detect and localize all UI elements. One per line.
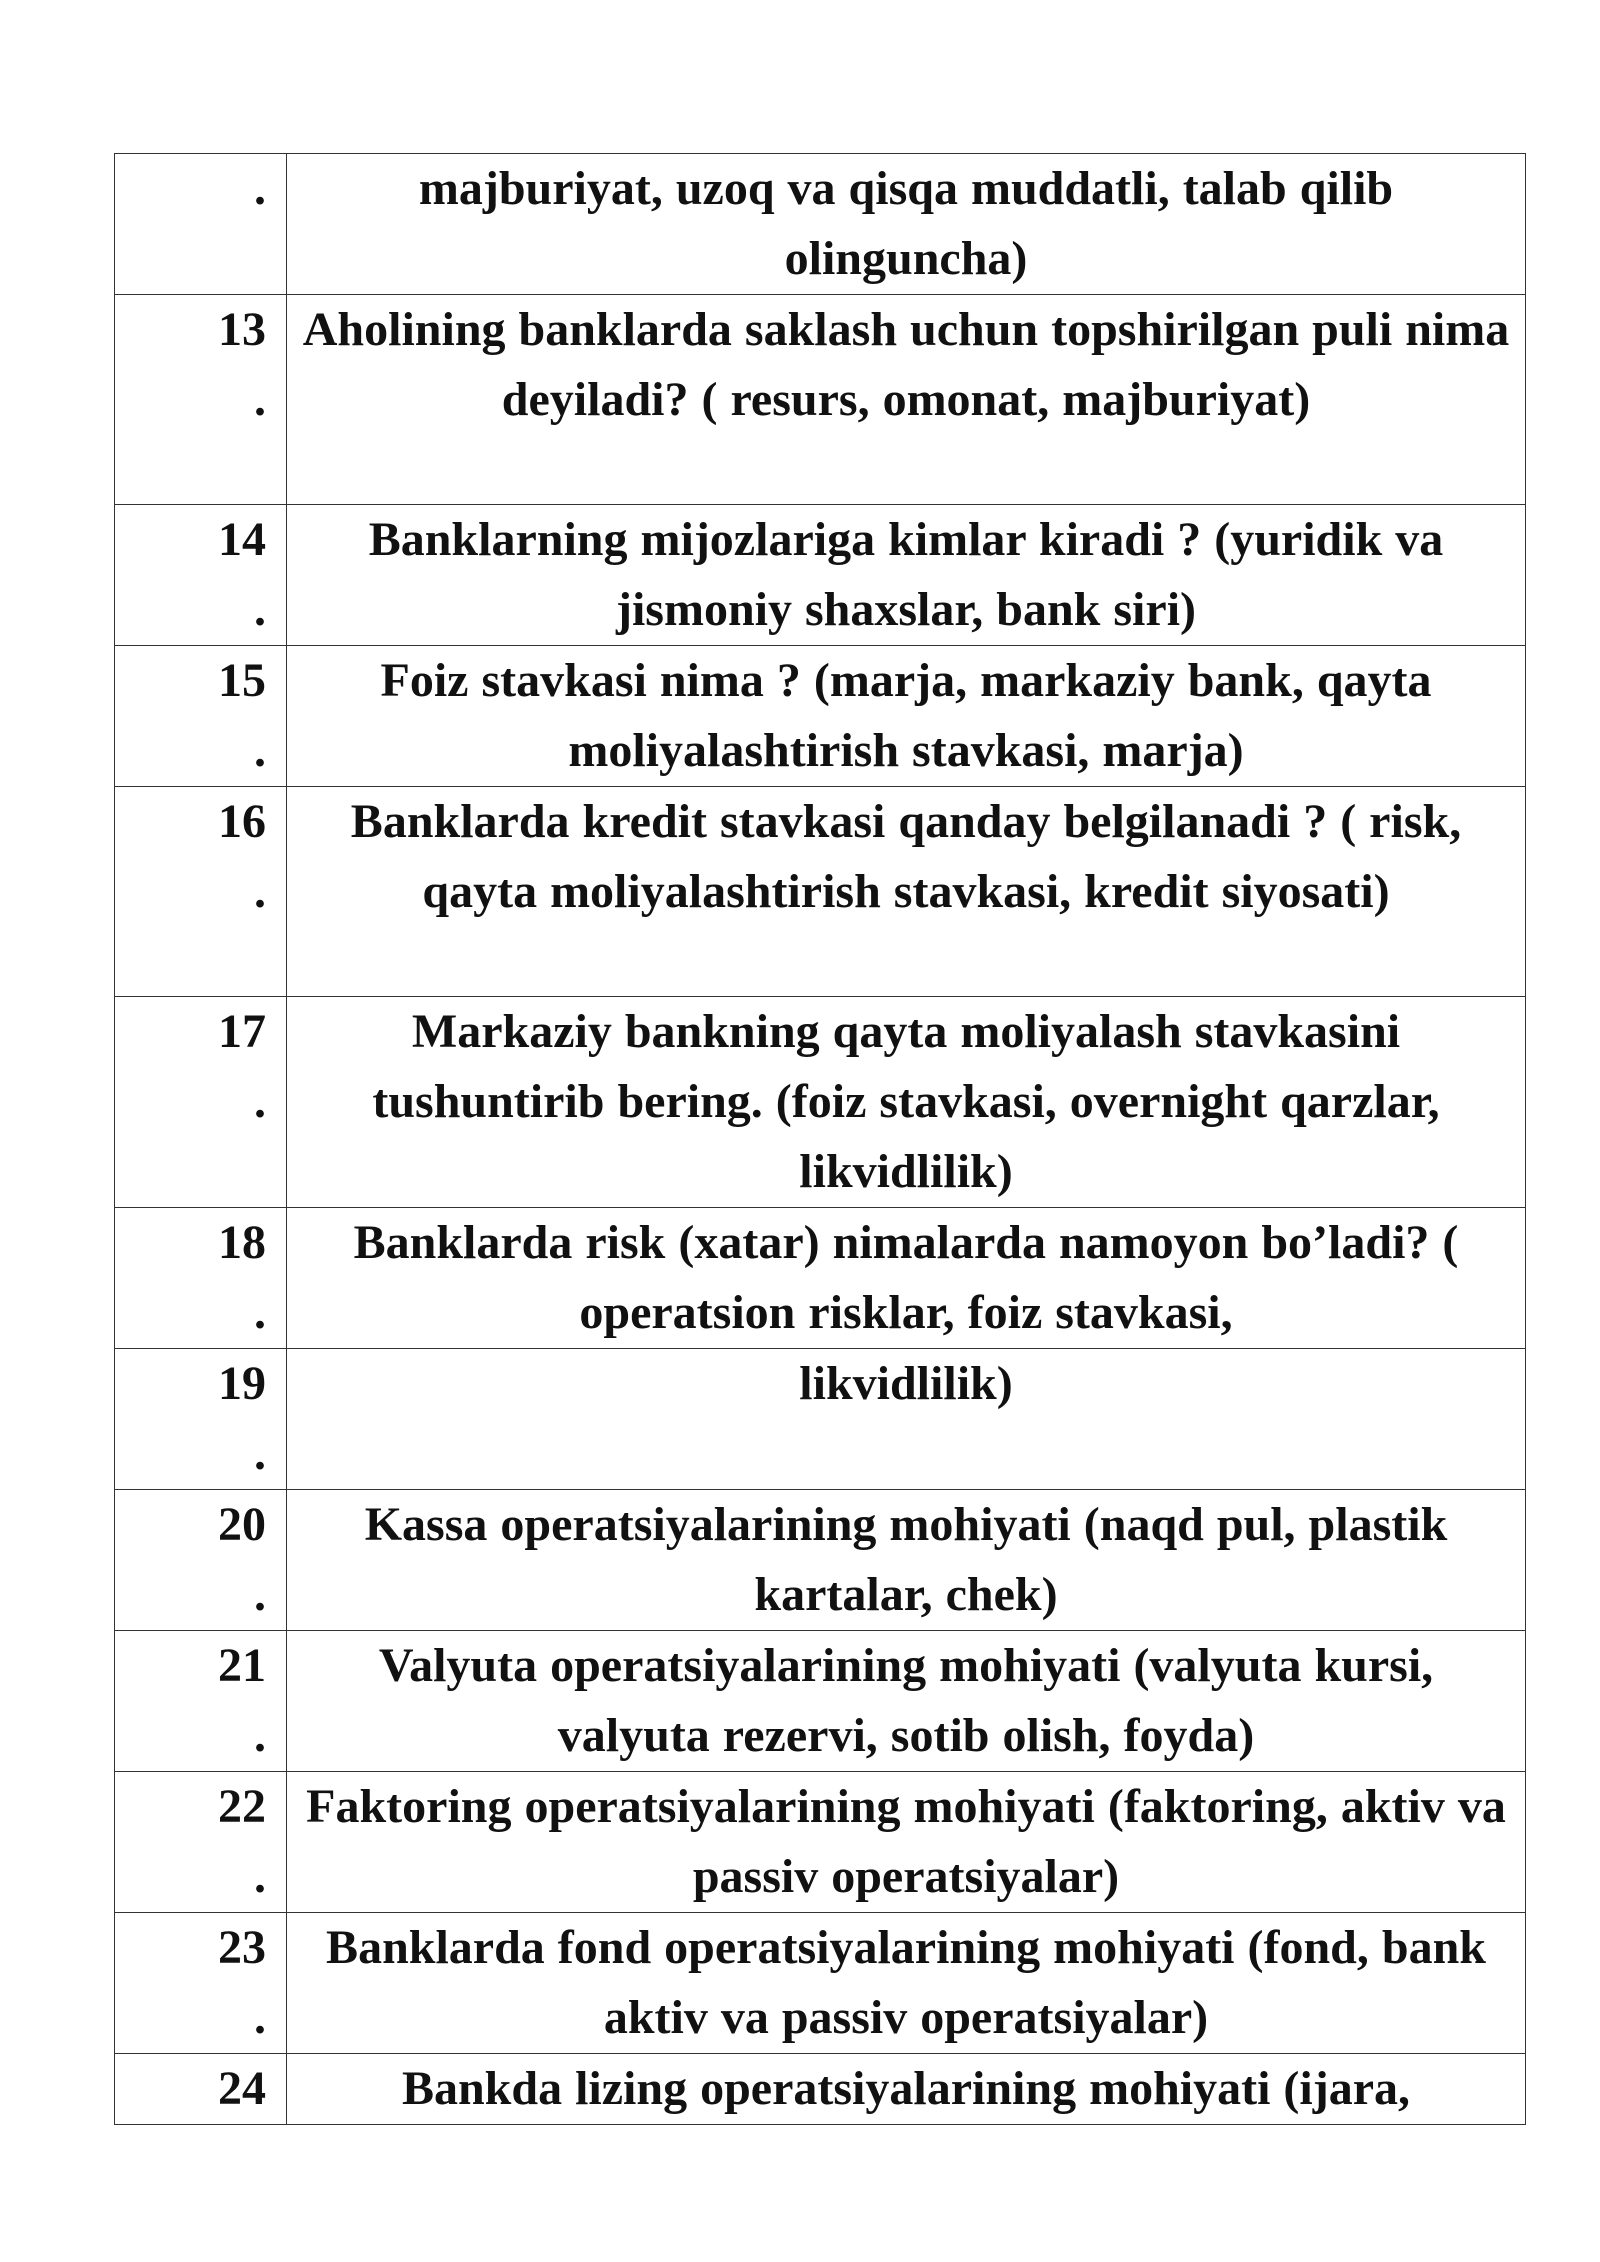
row-number-dot: .: [254, 373, 266, 426]
question-text: Banklarning mijozlariga kimlar kiradi ? (yuridik va jismoniy shaxslar, bank siri): [287, 505, 1526, 646]
row-number: 21: [218, 1639, 266, 1692]
question-text: Foiz stavkasi nima ? (marja, markaziy bank, qayta moliyalashtirish stavkasi, marja): [287, 646, 1526, 787]
row-number-dot: .: [254, 583, 266, 636]
row-number-cell: [115, 1490, 287, 1631]
question-text: Faktoring operatsiyalarining mohiyati (faktoring, aktiv va passiv operatsiyalar): [287, 1772, 1526, 1913]
row-number-cell: [115, 997, 287, 1208]
row-number-dot: .: [254, 1991, 266, 2044]
row-number: 20: [218, 1498, 266, 1551]
row-number-cell: [115, 787, 287, 997]
question-text: Kassa operatsiyalarining mohiyati (naqd pul, plastik kartalar, chek): [287, 1490, 1526, 1631]
question-text: likvidlilik): [287, 1349, 1526, 1490]
row-number-dot: .: [254, 1427, 266, 1480]
question-text: Valyuta operatsiyalarining mohiyati (valyuta kursi, valyuta rezervi, sotib olish, foyda): [287, 1631, 1526, 1772]
table-row: [115, 1349, 1526, 1490]
question-text: majburiyat, uzoq va qisqa muddatli, talab qilib olinguncha): [287, 154, 1526, 295]
row-number-cell: [115, 646, 287, 787]
question-table: [114, 153, 1526, 2125]
row-number: 18: [218, 1216, 266, 1269]
question-text: Aholining banklarda saklash uchun topshirilgan puli nima deyiladi? ( resurs, omonat, majburiyat): [287, 295, 1526, 505]
row-number-dot: .: [254, 1286, 266, 1339]
row-number-dot: .: [254, 1568, 266, 1621]
table-row: [115, 1772, 1526, 1913]
row-number: 24: [218, 2062, 266, 2115]
row-number: 22: [218, 1780, 266, 1833]
row-number-cell: [115, 154, 287, 295]
row-number-cell: [115, 2054, 287, 2125]
row-number-dot: .: [254, 1075, 266, 1128]
question-text: Banklarda fond operatsiyalarining mohiyati (fond, bank aktiv va passiv operatsiyalar): [287, 1913, 1526, 2054]
question-text: Markaziy bankning qayta moliyalash stavkasini tushuntirib bering. (foiz stavkasi, overnight qarzlar, likvidlilik): [287, 997, 1526, 1208]
row-number-cell: [115, 1631, 287, 1772]
table-row: [115, 1631, 1526, 1772]
row-number: 19: [218, 1357, 266, 1410]
row-number-cell: [115, 295, 287, 505]
row-number: 14: [218, 513, 266, 566]
row-number-cell: [115, 1349, 287, 1490]
row-number: 17: [218, 1005, 266, 1058]
row-number-dot: .: [254, 1709, 266, 1762]
row-number: 13: [218, 303, 266, 356]
row-number-cell: [115, 1772, 287, 1913]
row-number: 16: [218, 795, 266, 848]
question-text: Banklarda kredit stavkasi qanday belgilanadi ? ( risk, qayta moliyalashtirish stavkasi, kredit siyosati): [287, 787, 1526, 997]
row-number-dot: .: [254, 865, 266, 918]
table-row: [115, 1208, 1526, 1349]
row-number-dot: .: [254, 724, 266, 777]
table-row: [115, 997, 1526, 1208]
row-number-dot: .: [254, 1850, 266, 1903]
question-table-body: [115, 154, 1526, 2125]
table-row: [115, 2054, 1526, 2125]
table-row: [115, 154, 1526, 295]
row-number: 23: [218, 1921, 266, 1974]
row-number-cell: [115, 505, 287, 646]
table-row: [115, 787, 1526, 997]
table-row: [115, 505, 1526, 646]
table-row: [115, 646, 1526, 787]
table-row: [115, 1490, 1526, 1631]
table-row: [115, 295, 1526, 505]
row-number-dot: .: [254, 162, 266, 215]
row-number-cell: [115, 1913, 287, 2054]
question-text: Banklarda risk (xatar) nimalarda namoyon bo’ladi? ( operatsion risklar, foiz stavkasi,: [287, 1208, 1526, 1349]
row-number: 15: [218, 654, 266, 707]
table-row: [115, 1913, 1526, 2054]
row-number-cell: [115, 1208, 287, 1349]
question-text: Bankda lizing operatsiyalarining mohiyati (ijara,: [287, 2054, 1526, 2125]
